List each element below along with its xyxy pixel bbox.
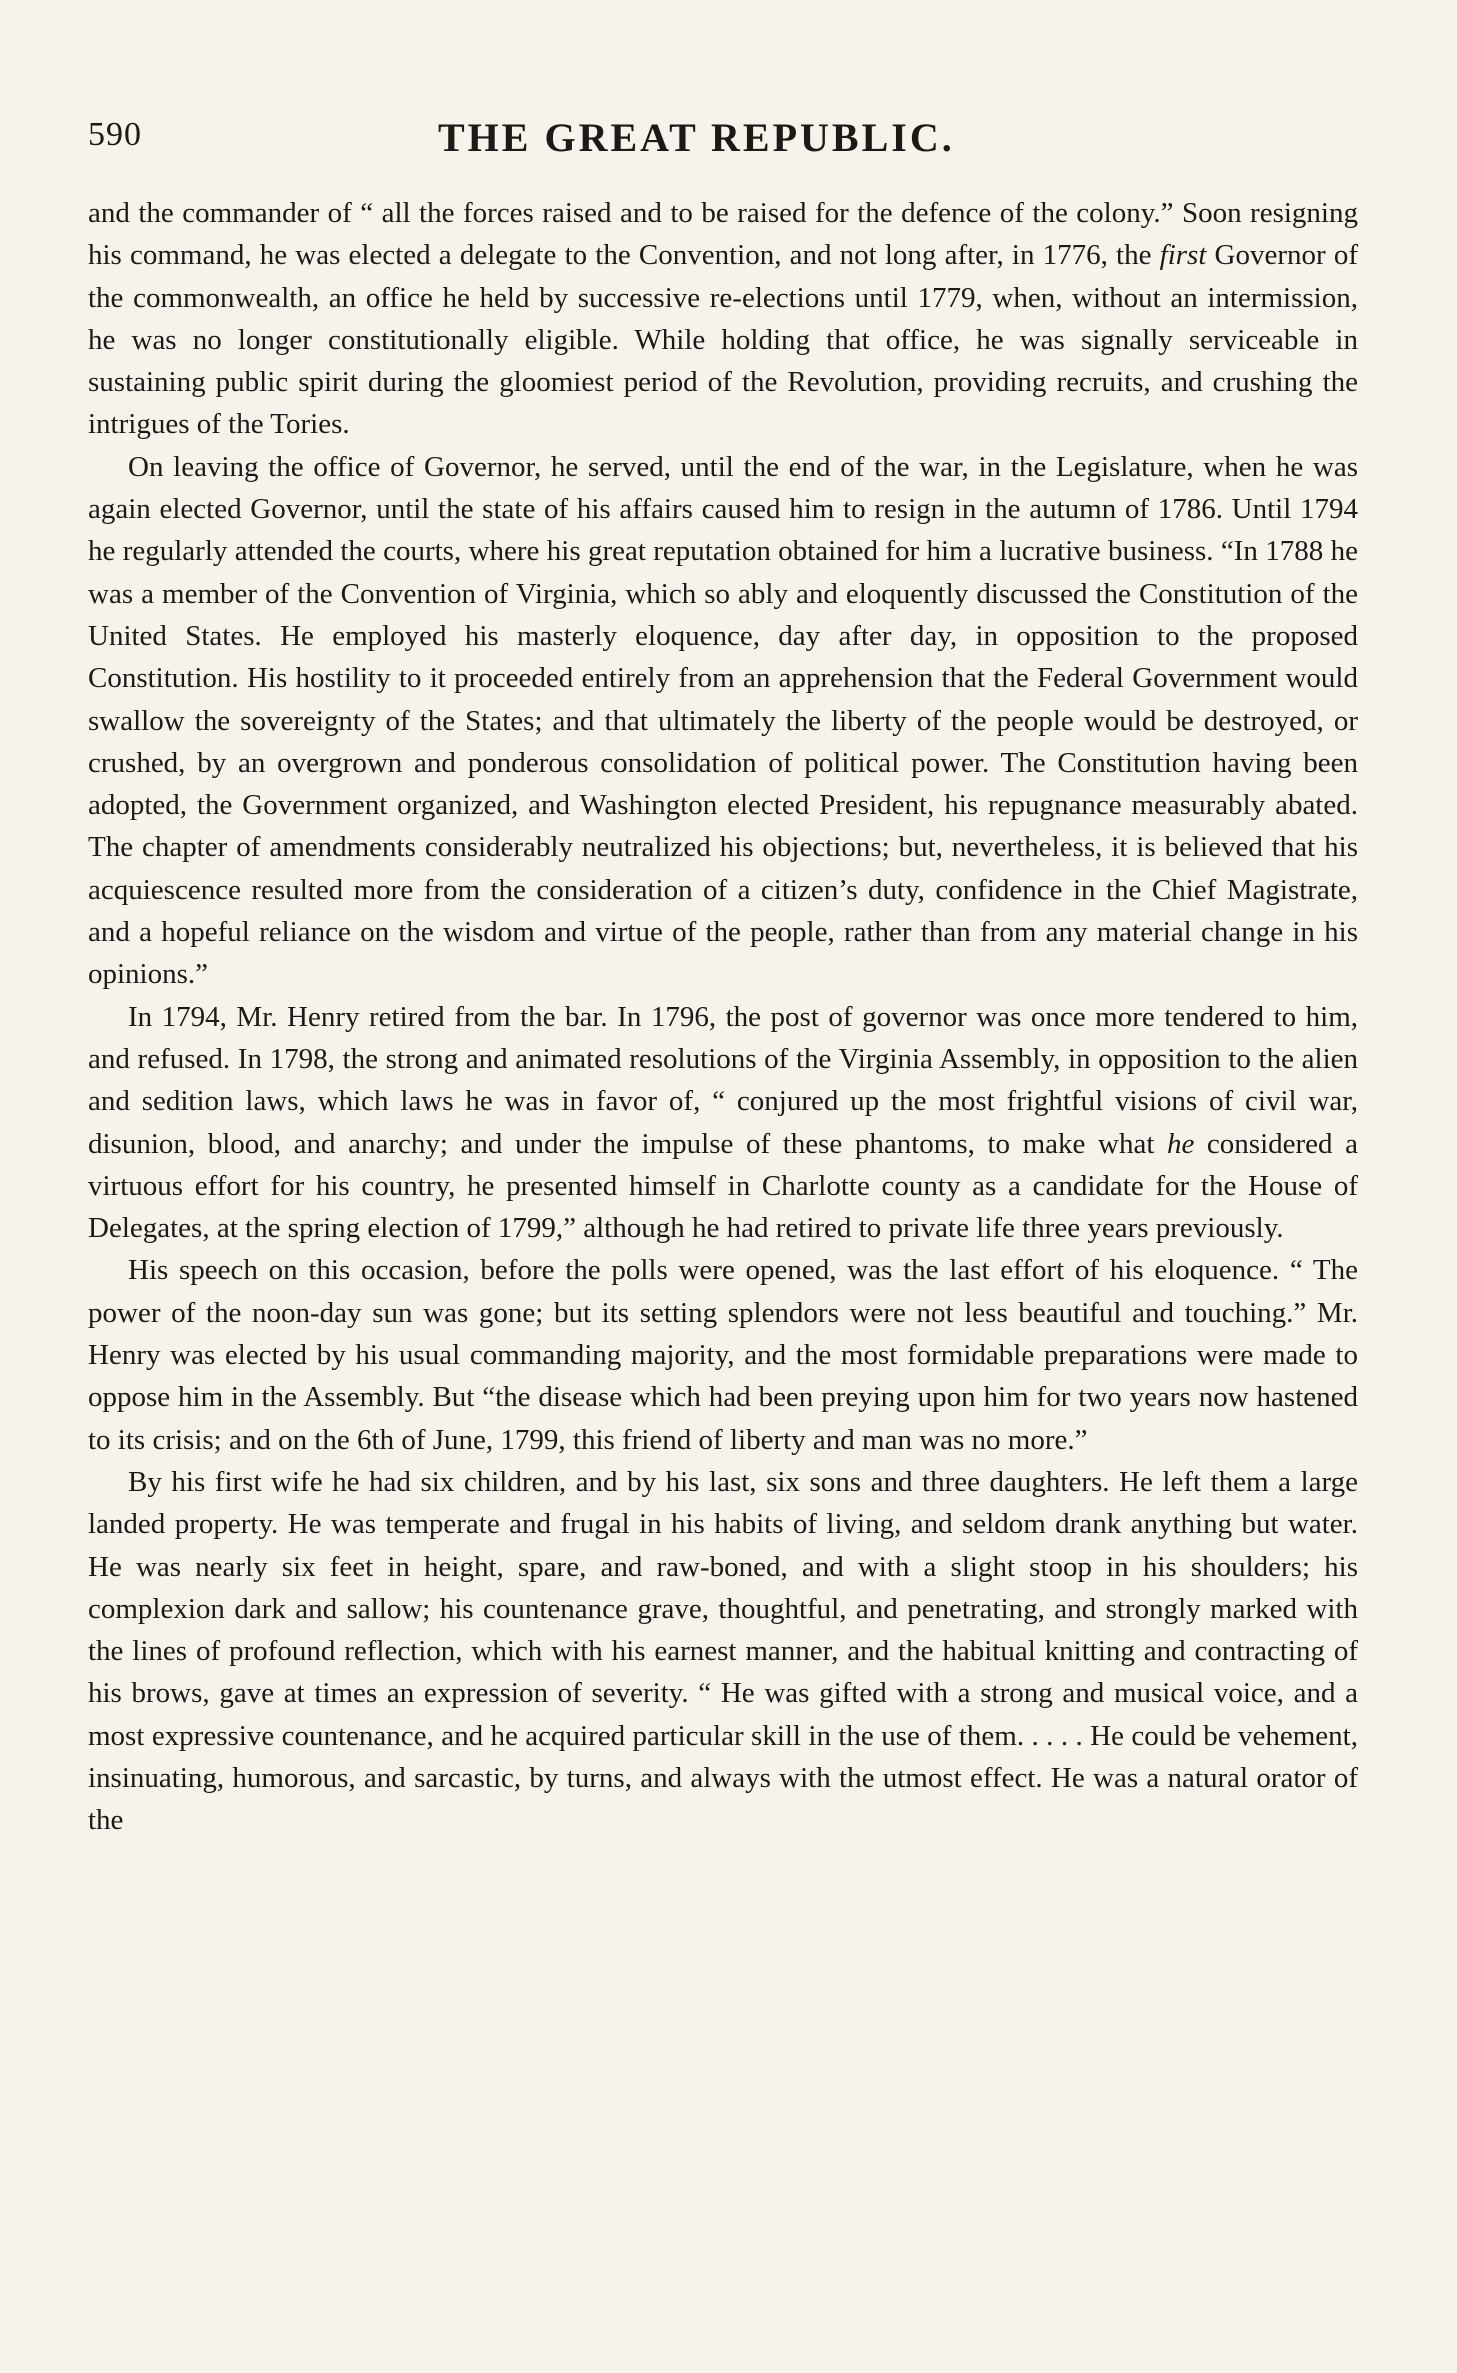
body-text (88, 192, 1358, 1842)
page-header (88, 108, 1358, 178)
paragraph-1-text-a: and the commander of “ all the forces raised and to be raised for the defence of the colony.” Soon resigning his command, he was elected a delegate to the Convention, and not long after, in 1776, the (88, 197, 1358, 272)
page (88, 108, 1358, 1842)
paragraph-1-text-b: Governor of the commonwealth, an office he held by successive re-elections until 1779, when, without an intermission, he was no longer constitutionally eligible. While holding that office, he was signally serviceable in sustaining public spirit during the gloomiest period of the Revolution, providing recruits, and crushing the intrigues of the Tories. (88, 239, 1358, 441)
running-title: THE GREAT REPUBLIC. (438, 115, 955, 160)
paragraph-2-text: On leaving the office of Governor, he served, until the end of the war, in the Legislature, when he was again elected Governor, until the state of his affairs caused him to resign in the autumn of 1786. Until 1794 he regularly attended the courts, where his great reputation obtained for him a lucrative business. “In 1788 he was a member of the Convention of Virginia, which so ably and eloquently discussed the Constitution of the United States. He employed his masterly eloquence, day after day, in opposition to the proposed Constitution. His hostility to it proceeded entirely from an apprehension that the Federal Government would swallow the sovereignty of the States; and that ultimately the liberty of the people would be destroyed, or crushed, by an overgrown and ponderous consolidation of political power. The Constitution having been adopted, the Government organized, and Washington elected President, his repugnance measurably abated. The chapter of amendments considerably neutralized his objections; but, nevertheless, it is believed that his acquiescence resulted more from the consideration of a citizen’s duty, confidence in the Chief Magistrate, and a hopeful reliance on the wisdom and virtue of the people, rather than from any material change in his opinions.” (88, 450, 1358, 991)
paragraph-5 (88, 1461, 1358, 1842)
paragraph-3-emphasis: he (1166, 1127, 1195, 1160)
paragraph-1-emphasis: first (1159, 239, 1207, 272)
paragraph-3-text-b: considered a virtuous effort for his country, he presented himself in Charlotte county as a candidate for the House of Delegates, at the spring election of 1799,” although he had retired to private life three years previously. (88, 1127, 1358, 1245)
paragraph-4 (88, 1249, 1358, 1460)
paragraph-1 (88, 192, 1358, 446)
paragraph-3-text-a: In 1794, Mr. Henry retired from the bar. In 1796, the post of governor was once more tendered to him, and refused. In 1798, the strong and animated resolutions of the Virginia Assembly, in opposition to the alien and sedition laws, which laws he was in favor of, “ conjured up the most frightful visions of civil war, disunion, blood, and anarchy; and under the impulse of these phantoms, to make what (88, 1000, 1358, 1160)
page-number: 590 (88, 116, 142, 153)
paragraph-4-text: His speech on this occasion, before the polls were opened, was the last effort of his eloquence. “ The power of the noon-day sun was gone; but its setting splendors were not less beautiful and touching.” Mr. Henry was elected by his usual commanding majority, and the most formidable preparations were made to oppose him in the Assembly. But “the disease which had been preying upon him for two years now hastened to its crisis; and on the 6th of June, 1799, this friend of liberty and man was no more.” (88, 1254, 1358, 1456)
paragraph-3 (88, 996, 1358, 1250)
paragraph-2 (88, 446, 1358, 996)
paragraph-5-text: By his first wife he had six children, and by his last, six sons and three daughters. He left them a large landed property. He was temperate and frugal in his habits of living, and seldom drank anything but water. He was nearly six feet in height, spare, and raw-boned, and with a slight stoop in his shoulders; his complexion dark and sallow; his countenance grave, thoughtful, and penetrating, and strongly marked with the lines of profound reflection, which with his earnest manner, and the habitual knitting and contracting of his brows, gave at times an expression of severity. “ He was gifted with a strong and musical voice, and a most expressive countenance, and he acquired particular skill in the use of them. . . . . He could be vehement, insinuating, humorous, and sarcastic, by turns, and always with the utmost effect. He was a natural orator of the (88, 1465, 1358, 1837)
